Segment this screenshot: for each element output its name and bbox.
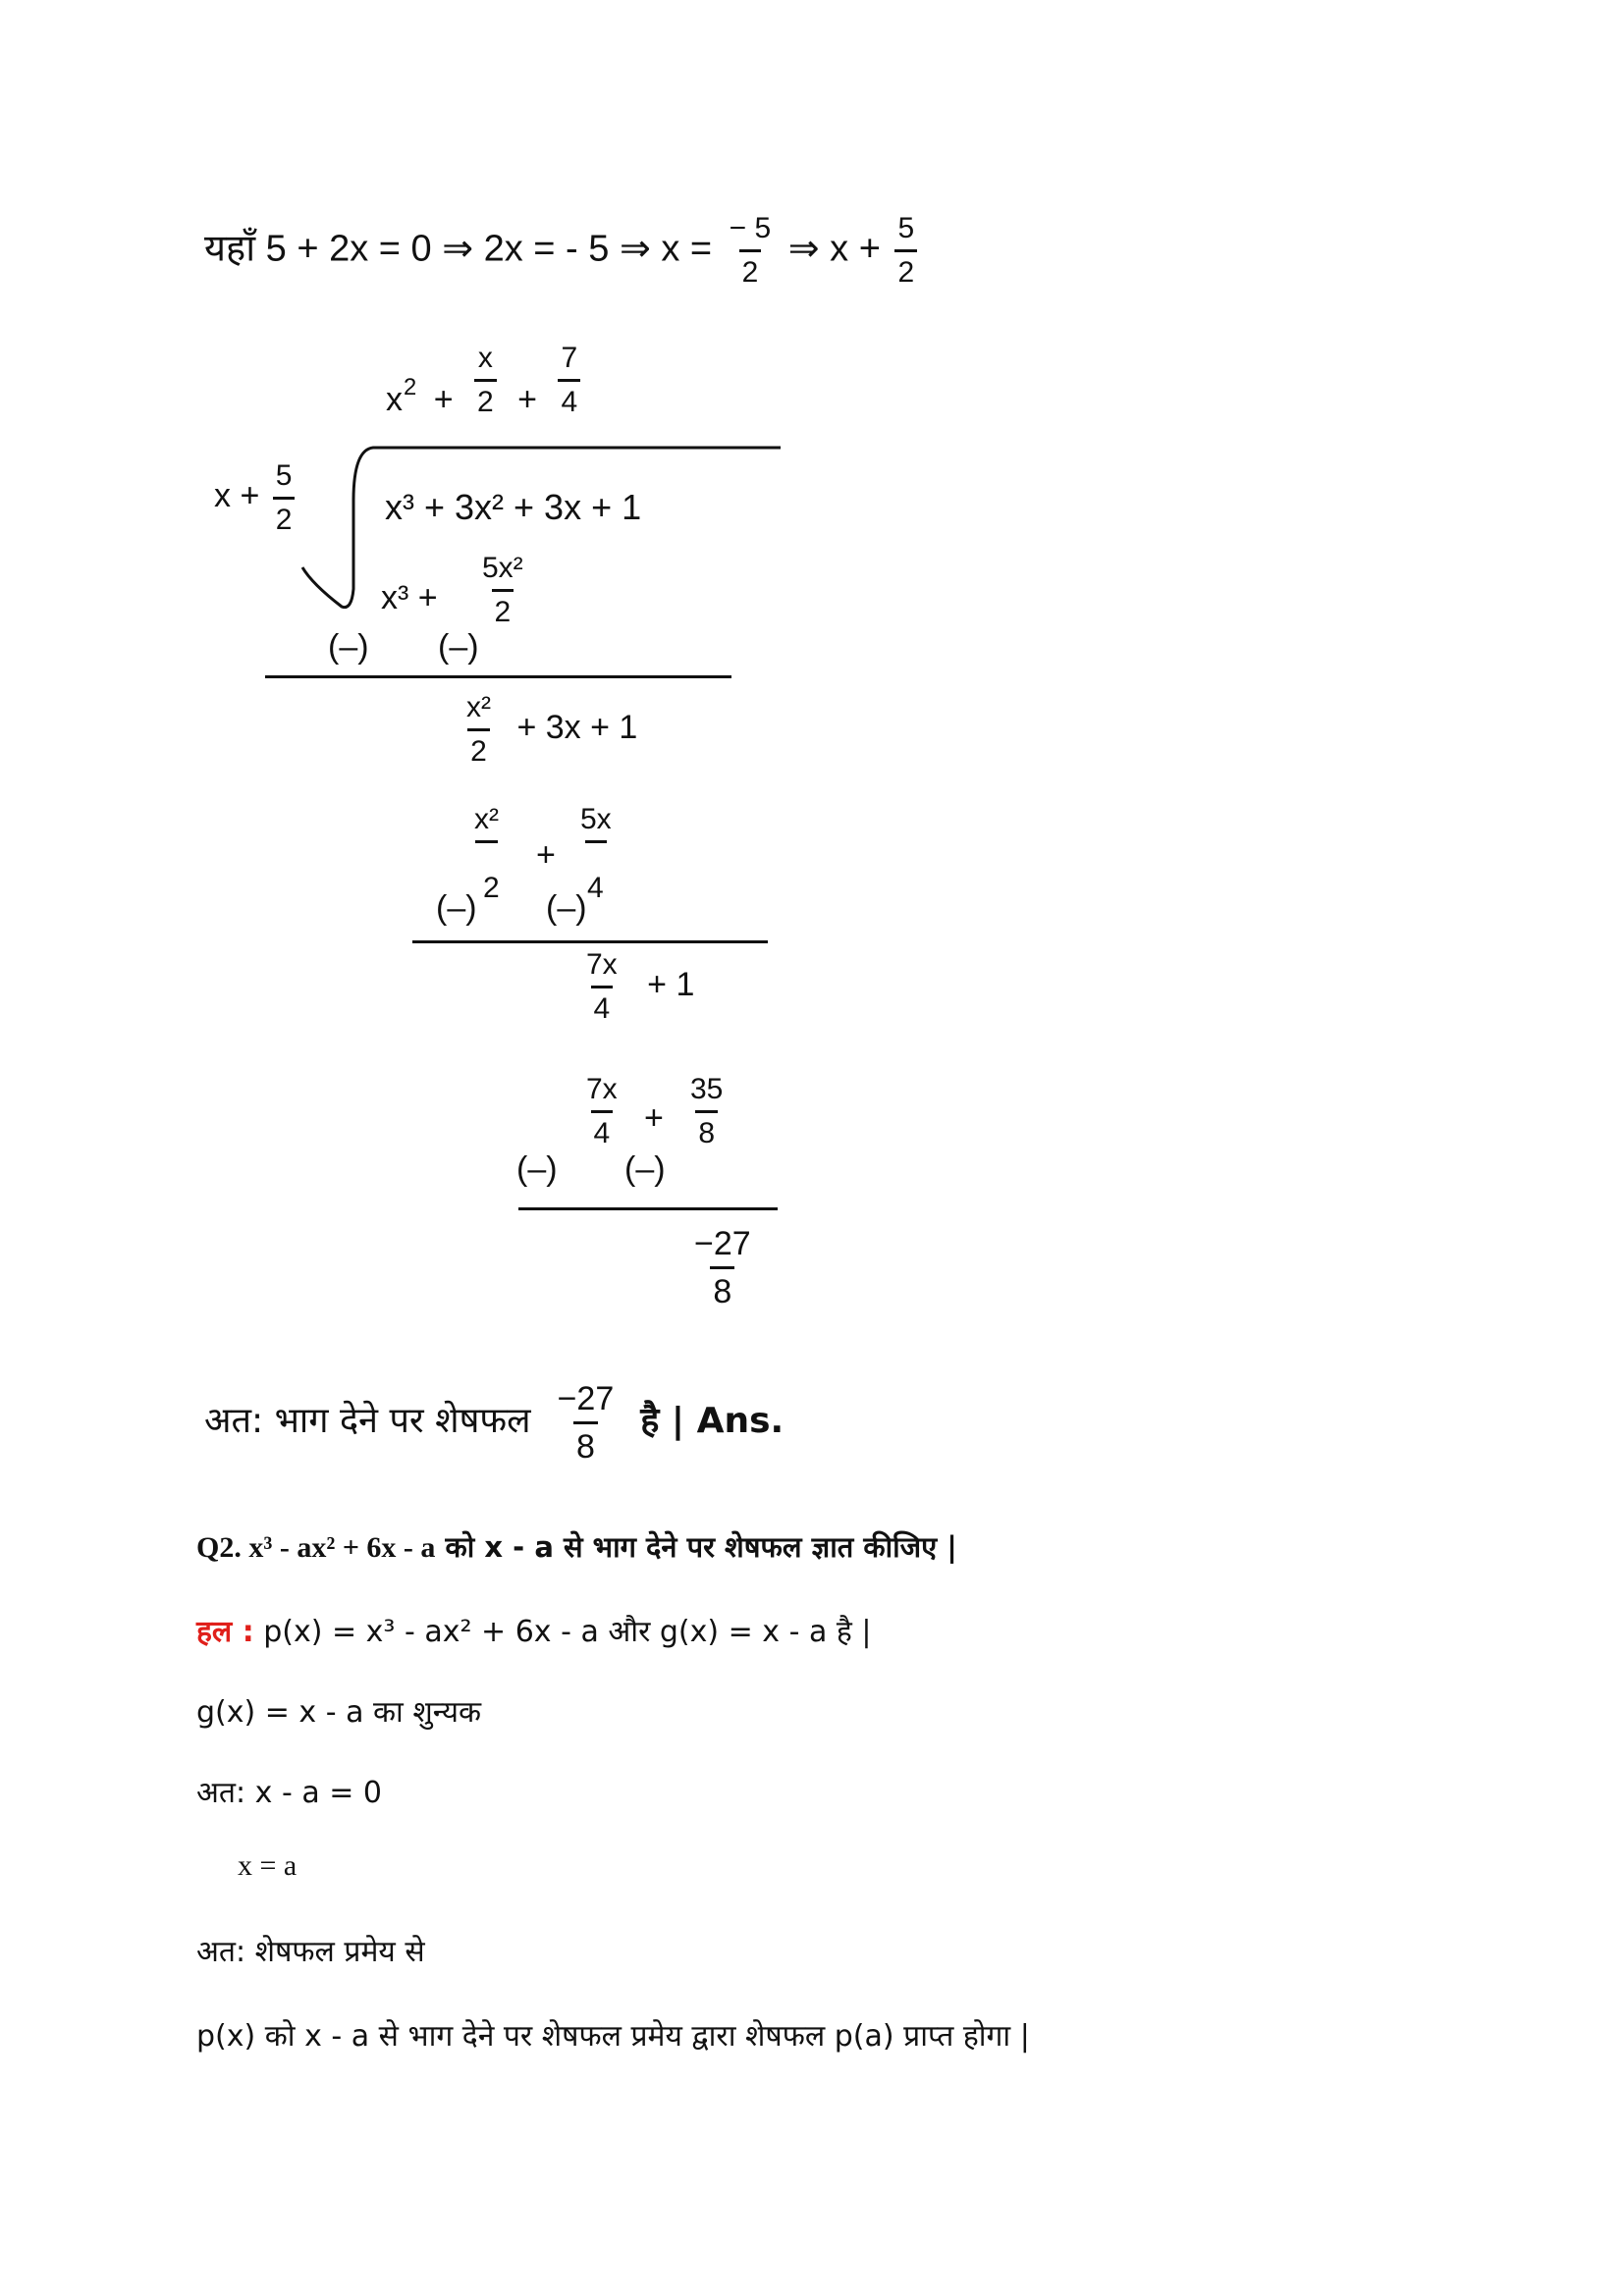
step1-sign-b: (–) — [438, 628, 479, 666]
quotient: $x^2$ + $\frac{x}{2}$ + $\frac{7}{4}$ — [386, 344, 584, 417]
intro-prefix: यहाँ — [204, 226, 256, 270]
conclusion-line — [204, 1382, 784, 1464]
conclusion-text: अत: भाग देने पर शेषफल — [204, 1401, 531, 1442]
step2-sign-b: (–) — [546, 889, 587, 927]
solution-line-1: हल : p(x) = x³ - ax² + 6x - a और g(x) = x - a है | — [196, 1615, 872, 1649]
subtraction-line-3 — [518, 1207, 778, 1210]
conclusion-tail: है | Ans. — [640, 1401, 784, 1442]
quotient-term-x-half: $\frac{x}{2}$ — [474, 344, 497, 417]
step2-term-a: x² — [467, 805, 506, 879]
step3-term-b: $\frac{35}{8}$ — [690, 1073, 724, 1149]
solution-label: हल : — [196, 1615, 254, 1649]
quotient-term-seven-quarter: $\frac{7}{4}$ — [558, 344, 580, 417]
intro-equation-line — [204, 214, 921, 288]
final-remainder: $\frac{-27}{8}$ — [694, 1225, 751, 1310]
step1-sign-a: (–) — [328, 628, 369, 666]
step3-sign-b: (–) — [624, 1150, 666, 1188]
step3-plus: + — [644, 1099, 664, 1137]
subtraction-line-1 — [265, 675, 731, 678]
question-2-label: Q2. x³ - ax² + 6x - a — [196, 1531, 436, 1564]
question-2 — [196, 1527, 957, 1566]
solution-line-2: g(x) = x - a का शुन्यक — [196, 1695, 482, 1730]
question-2-text: को x - a से भाग देने पर शेषफल ज्ञात कीजिए | — [435, 1530, 957, 1564]
step2-plus: + — [536, 836, 556, 874]
intro-implies: ⇒ x + — [787, 228, 881, 270]
remainder-1: $\frac{\text{x²}}{2}$ + 3x + 1 — [466, 691, 638, 768]
step3-term-a: $\frac{7x}{4}$ — [586, 1073, 618, 1149]
solution-line-5: अत: शेषफल प्रमेय से — [196, 1935, 425, 1969]
step2-den-b: 4 — [587, 872, 604, 904]
divisor: x + $\frac{5}{2}$ — [214, 461, 298, 535]
intro-equation: 5 + 2x = 0 ⇒ 2x = - 5 ⇒ x = — [265, 228, 713, 270]
conclusion-fraction: $\frac{-27}{8}$ — [557, 1380, 615, 1466]
step1-term-b: $\frac{\text{5x²}}{2}$ — [482, 552, 523, 628]
step3-sign-a: (–) — [516, 1150, 558, 1188]
fraction-neg-five-half: $\frac{- 5}{2}$ — [729, 212, 772, 289]
remainder-2: $\frac{7x}{4}$ + 1 — [586, 948, 695, 1025]
solution-line-6: p(x) को x - a से भाग देने पर शेषफल प्रमेय द्वारा शेषफल p(a) प्राप्त होगा | — [196, 2019, 1030, 2054]
solution-line-4: x = a — [238, 1849, 298, 1882]
fraction-five-half: $\frac{5}{2}$ — [894, 214, 917, 288]
subtraction-line-2 — [412, 940, 768, 943]
solution-line-3: अत: x - a = 0 — [196, 1776, 382, 1810]
step2-sign-a: (–) — [436, 889, 477, 927]
dividend: x³ + 3x² + 3x + 1 — [385, 487, 642, 527]
divisor-fraction: $\frac{5}{2}$ — [273, 461, 296, 535]
step1-term-a: x³ + — [381, 579, 438, 616]
step2-term-b: 5x — [573, 805, 619, 879]
step2-den-a: 2 — [483, 872, 500, 904]
